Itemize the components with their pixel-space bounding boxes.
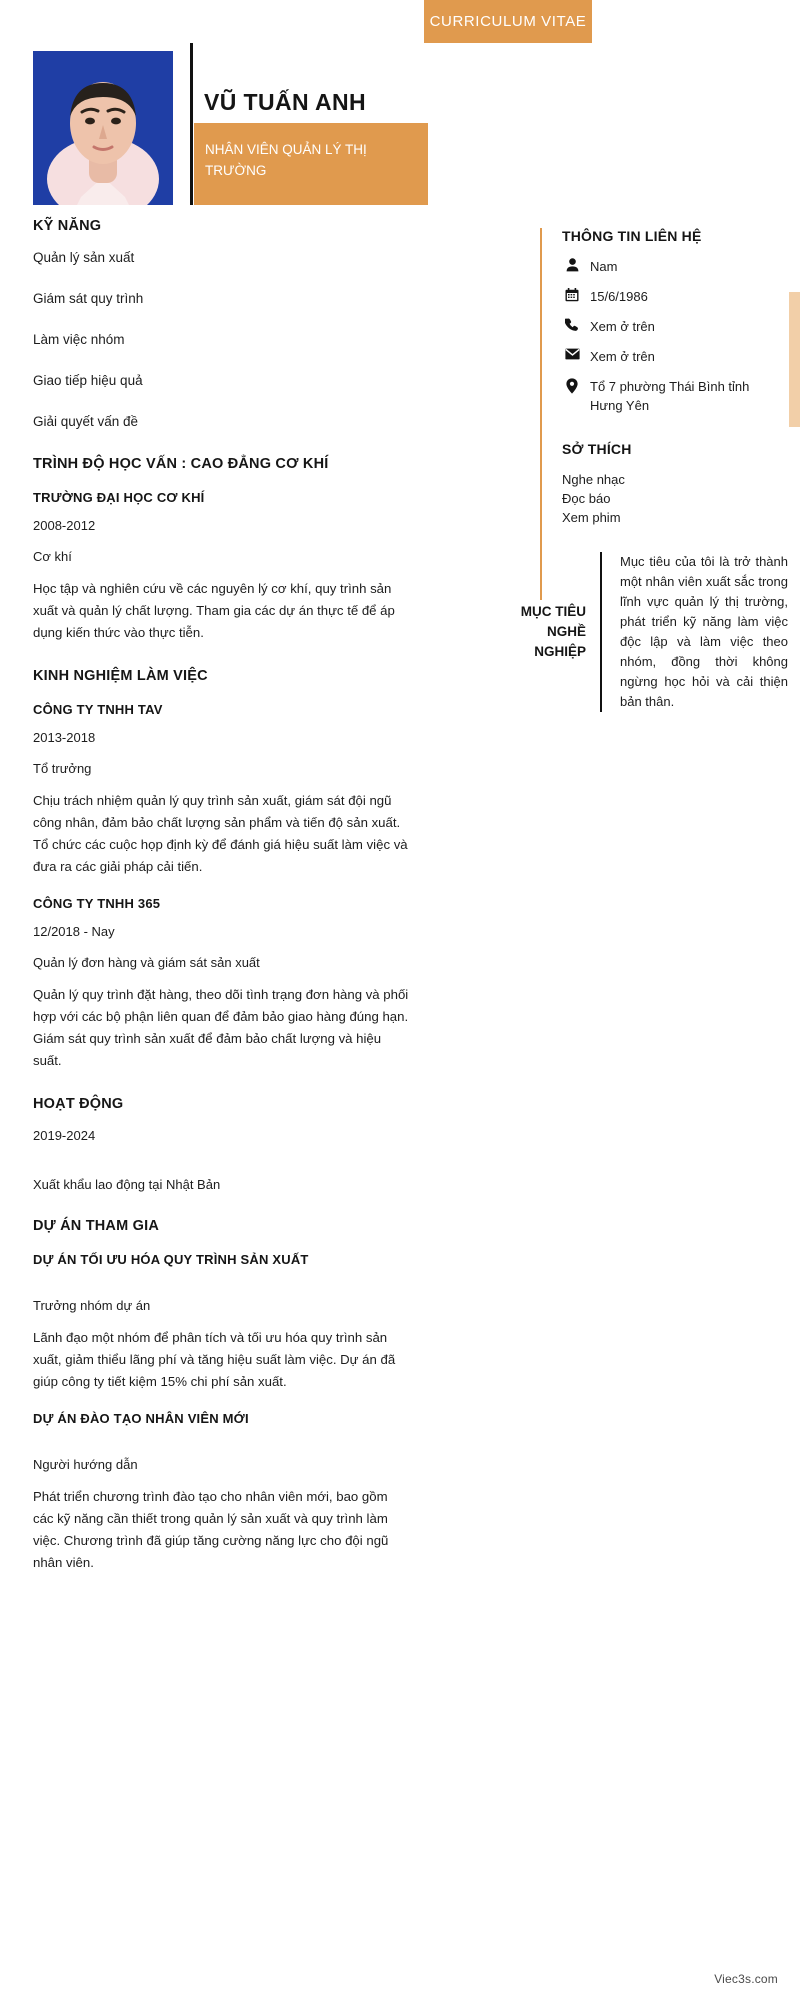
career-objective-text: Mục tiêu của tôi là trở thành một nhân viên xuất sắc trong lĩnh vực quản lý thị trường, phát triển kỹ năng làm việc độc lập và làm việc theo nhóm, đồng thời không ngừng học hỏi và cải thiện bản thân. <box>620 554 788 709</box>
activities-years: 2019-2024 <box>33 1128 96 1143</box>
skill-item: Giám sát quy trình <box>33 291 144 306</box>
experience-role: Quản lý đơn hàng và giám sát sản xuất <box>33 955 260 970</box>
profile-photo <box>33 51 173 205</box>
contact-heading: THÔNG TIN LIÊN HỆ <box>562 228 702 244</box>
experience-entry <box>33 702 411 878</box>
career-objective-block <box>508 552 788 712</box>
education-heading: TRÌNH ĐỘ HỌC VẤN : CAO ĐẲNG CƠ KHÍ <box>33 456 329 472</box>
contact-row-birthdate <box>562 287 772 306</box>
activities-description: Xuất khẩu lao động tại Nhật Bản <box>33 1177 221 1192</box>
project-role: Trưởng nhóm dự án <box>33 1298 151 1313</box>
project-description: Lãnh đạo một nhóm để phân tích và tối ưu hóa quy trình sản xuất, giảm thiểu lãng phí và tăng hiệu suất làm việc. Dự án đã giúp công ty tiết kiệm 15% chi phí sản xuất. <box>33 1330 396 1389</box>
career-objective-label: MỤC TIÊU NGHỀ NGHIỆP <box>520 604 586 659</box>
phone-icon <box>562 317 582 332</box>
project-description: Phát triển chương trình đào tạo cho nhân viên mới, bao gồm các kỹ năng cần thiết trong quản lý sản xuất và quy trình làm việc. Chương trình đã giúp tăng cường năng lực cho đội ngũ nhân viên. <box>33 1489 389 1570</box>
calendar-icon <box>562 287 582 302</box>
contact-row-gender <box>562 257 772 276</box>
main-content-column <box>33 218 411 1580</box>
activities-spacer <box>33 1157 411 1175</box>
location-icon <box>562 377 582 394</box>
project-role: Người hướng dẫn <box>33 1457 138 1472</box>
contact-value-birthdate: 15/6/1986 <box>590 289 648 304</box>
project-name: DỰ ÁN TỐI ƯU HÓA QUY TRÌNH SẢN XUẤT <box>33 1252 309 1267</box>
experience-years: 12/2018 - Nay <box>33 924 115 939</box>
experience-heading: KINH NGHIỆM LÀM VIỆC <box>33 668 208 684</box>
project-entry <box>33 1252 411 1393</box>
hobbies-block <box>562 441 772 527</box>
skills-heading: KỸ NĂNG <box>33 218 102 234</box>
hobby-item: Đọc báo <box>562 491 611 506</box>
skill-item: Giao tiếp hiệu quả <box>33 373 143 388</box>
curriculum-vitae-label: CURRICULUM VITAE <box>429 13 587 30</box>
contact-value-address: Tổ 7 phường Thái Bình tỉnh Hưng Yên <box>590 379 750 413</box>
sidebar-column <box>540 228 772 527</box>
project-entry <box>33 1411 411 1574</box>
experience-company: CÔNG TY TNHH 365 <box>33 896 161 911</box>
contact-row-email <box>562 347 772 366</box>
skill-item: Làm việc nhóm <box>33 332 125 347</box>
hobbies-heading: SỞ THÍCH <box>562 441 632 457</box>
experience-entry <box>33 896 411 1072</box>
header-divider <box>190 43 193 205</box>
project-spacer <box>33 1437 411 1455</box>
hobby-item: Xem phim <box>562 510 621 525</box>
education-description: Học tập và nghiên cứu về các nguyên lý cơ khí, quy trình sản xuất và quản lý chất lượng. Tham gia các dự án thực tế để áp dụng kiến thức vào thực tiễn. <box>33 581 395 640</box>
skill-item: Quản lý sản xuất <box>33 250 135 265</box>
project-spacer <box>33 1278 411 1296</box>
education-major: Cơ khí <box>33 549 72 564</box>
peach-accent-bar <box>789 292 800 427</box>
education-years: 2008-2012 <box>33 518 96 533</box>
job-title-band <box>194 123 428 205</box>
contact-row-address <box>562 377 772 415</box>
experience-company: CÔNG TY TNHH TAV <box>33 702 163 717</box>
email-icon <box>562 347 582 360</box>
skill-item: Giải quyết vấn đề <box>33 414 139 429</box>
site-watermark: Viec3s.com <box>714 1972 778 1986</box>
cv-header <box>0 43 428 205</box>
contact-row-phone <box>562 317 772 336</box>
experience-role: Tổ trưởng <box>33 761 92 776</box>
candidate-name: VŨ TUẤN ANH <box>204 89 366 115</box>
project-name: DỰ ÁN ĐÀO TẠO NHÂN VIÊN MỚI <box>33 1411 249 1426</box>
activities-heading: HOẠT ĐỘNG <box>33 1096 124 1112</box>
person-icon <box>562 257 582 272</box>
projects-heading: DỰ ÁN THAM GIA <box>33 1218 159 1234</box>
experience-description: Chịu trách nhiệm quản lý quy trình sản xuất, giám sát đội ngũ công nhân, đảm bảo chất lượng sản phẩm và tiến độ sản xuất. Tổ chức các cuộc họp định kỳ để đánh giá hiệu suất làm việc và đưa ra các giải pháp cải tiến. <box>33 793 408 874</box>
contact-value-email: Xem ở trên <box>590 349 655 364</box>
portrait-illustration <box>33 51 173 205</box>
experience-years: 2013-2018 <box>33 730 96 745</box>
hobby-item: Nghe nhạc <box>562 472 625 487</box>
experience-description: Quản lý quy trình đặt hàng, theo dõi tình trạng đơn hàng và phối hợp với các bộ phận liên quan để đảm bảo giao hàng đúng hạn. Giám sát quy trình sản xuất để đảm bảo chất lượng và hiệu suất. <box>33 987 409 1068</box>
job-title: NHÂN VIÊN QUẢN LÝ THỊ TRƯỜNG <box>205 142 367 178</box>
contact-value-gender: Nam <box>590 259 618 274</box>
contact-value-phone: Xem ở trên <box>590 319 655 334</box>
education-school: TRƯỜNG ĐẠI HỌC CƠ KHÍ <box>33 490 205 505</box>
curriculum-vitae-banner <box>424 0 592 43</box>
